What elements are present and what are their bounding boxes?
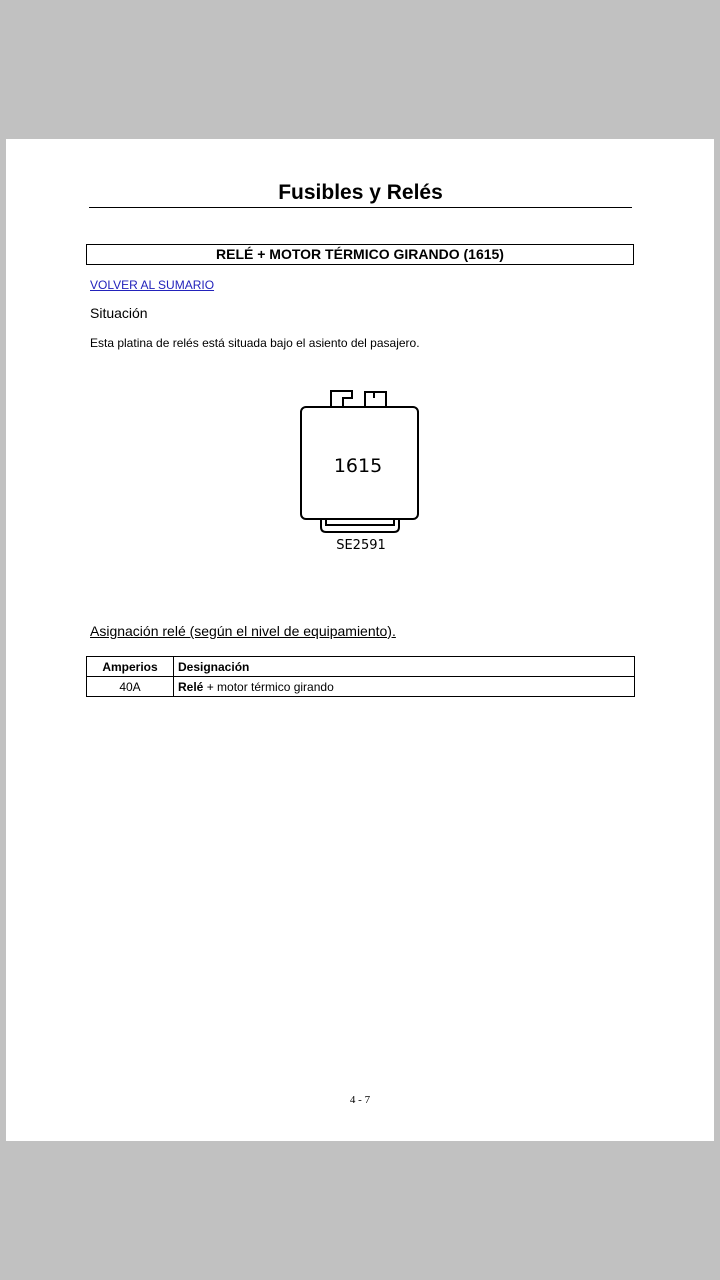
cell-amperage: 40A — [87, 677, 174, 697]
section-title: RELÉ + MOTOR TÉRMICO GIRANDO (1615) — [86, 244, 634, 265]
column-header-designation: Designación — [174, 657, 635, 677]
designation-rest: + motor térmico girando — [203, 679, 334, 694]
column-header-amperage: Amperios — [87, 657, 174, 677]
fuse-assignment-table — [86, 656, 635, 697]
page-number: 4 - 7 — [349, 1094, 371, 1106]
designation-bold: Relé — [178, 679, 204, 694]
title-underline — [89, 207, 632, 208]
relay-tab-left — [331, 391, 352, 407]
back-to-summary-link[interactable]: VOLVER AL SUMARIO — [90, 278, 215, 292]
page-title: Fusibles y Relés — [278, 181, 443, 204]
relay-number-label: 1615 — [333, 455, 383, 477]
table-row — [87, 677, 635, 697]
figure-code: SE2591 — [336, 538, 386, 553]
relay-diagram — [296, 387, 426, 537]
assignment-heading: Asignación relé (según el nivel de equipamiento). — [90, 623, 396, 639]
situation-heading: Situación — [90, 305, 148, 321]
situation-text: Esta platina de relés está situada bajo el asiento del pasajero. — [90, 336, 420, 350]
table-header-row — [87, 657, 635, 677]
relay-tab-right — [365, 392, 386, 407]
document-page — [6, 139, 714, 1141]
cell-designation — [174, 677, 635, 697]
